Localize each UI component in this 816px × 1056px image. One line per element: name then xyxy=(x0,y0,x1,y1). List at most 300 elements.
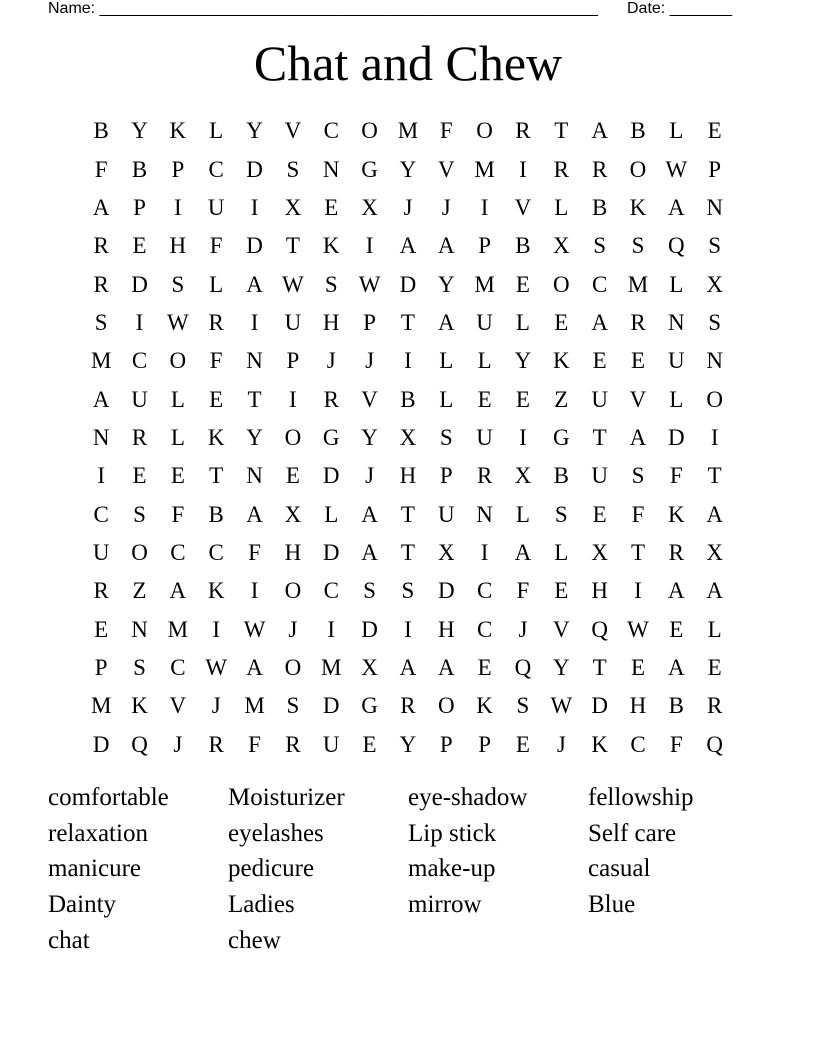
word-list-item: pedicure xyxy=(228,855,315,883)
word-list-item: eye-shadow xyxy=(408,784,528,811)
grid-letter: J xyxy=(556,731,566,757)
grid-letter: P xyxy=(478,731,491,757)
grid-letter: U xyxy=(322,731,340,757)
grid-letter: H xyxy=(169,233,187,259)
grid-letter: E xyxy=(515,386,530,412)
grid-row xyxy=(82,534,734,572)
word-list-item: casual xyxy=(588,855,651,883)
grid-letter: E xyxy=(669,616,684,642)
grid-letter: E xyxy=(94,616,109,642)
grid-letter: R xyxy=(323,386,339,412)
grid-letter: B xyxy=(553,463,569,489)
grid-letter: E xyxy=(515,731,530,757)
grid-letter: I xyxy=(519,156,527,182)
grid-letter: W xyxy=(627,616,649,642)
grid-letter: L xyxy=(477,348,492,374)
grid-letter: C xyxy=(323,118,339,144)
grid-letter: K xyxy=(591,731,608,757)
grid-letter: O xyxy=(437,693,455,719)
grid-letter: U xyxy=(591,386,608,412)
grid-letter: N xyxy=(246,463,263,489)
grid-letter: Y xyxy=(399,731,417,757)
grid-row xyxy=(82,610,734,648)
grid-letter: B xyxy=(131,156,148,182)
grid-row xyxy=(82,572,734,610)
grid-letter: L xyxy=(209,118,224,144)
grid-letter: I xyxy=(250,309,259,335)
grid-letter: N xyxy=(476,501,493,527)
grid-letter: S xyxy=(554,501,568,527)
grid-letter: O xyxy=(284,654,302,680)
grid-letter: U xyxy=(476,309,493,335)
word-list-item: manicure xyxy=(48,855,142,883)
grid-letter: K xyxy=(322,233,340,259)
grid-letter: E xyxy=(477,386,492,412)
grid-letter: D xyxy=(668,424,685,450)
grid-letter: G xyxy=(361,156,378,182)
grid-letter: K xyxy=(552,348,570,374)
grid-letter: S xyxy=(171,271,185,297)
word-list-item: chew xyxy=(228,926,281,954)
grid-letter: X xyxy=(552,233,570,259)
grid-letter: F xyxy=(516,578,530,604)
grid-letter: N xyxy=(246,348,263,374)
grid-letter: F xyxy=(669,731,683,757)
grid-letter: T xyxy=(400,501,415,527)
grid-letter: I xyxy=(519,424,527,450)
grid-letter: E xyxy=(515,271,530,297)
grid-letter: C xyxy=(93,501,109,527)
grid-letter: C xyxy=(630,731,646,757)
grid-letter: K xyxy=(668,501,685,527)
grid-letter: C xyxy=(208,156,224,182)
grid-letter: Z xyxy=(132,578,147,604)
grid-letter: I xyxy=(365,233,374,259)
grid-letter: E xyxy=(132,463,147,489)
grid-letter: J xyxy=(365,463,375,489)
grid-letter: R xyxy=(630,309,646,335)
word-list-item: comfortable xyxy=(48,784,169,811)
grid-letter: S xyxy=(439,424,453,450)
grid-letter: I xyxy=(404,348,412,374)
grid-letter: J xyxy=(326,348,336,374)
grid-letter: P xyxy=(478,233,491,259)
grid-letter: U xyxy=(207,194,225,220)
grid-letter: N xyxy=(322,156,340,182)
grid-letter: S xyxy=(133,654,146,680)
grid-letter: P xyxy=(439,731,453,757)
grid-letter: X xyxy=(437,539,455,565)
grid-letter: E xyxy=(170,463,185,489)
grid-letter: R xyxy=(553,156,569,182)
grid-letter: X xyxy=(706,539,723,565)
grid-letter: L xyxy=(554,539,569,565)
grid-letter: B xyxy=(668,693,684,719)
grid-letter: T xyxy=(285,233,300,259)
grid-letter: Y xyxy=(246,424,263,450)
word-list-item: fellowship xyxy=(588,784,694,811)
grid-letter: I xyxy=(480,539,489,565)
grid-letter: X xyxy=(706,271,723,297)
grid-letter: X xyxy=(361,654,378,680)
grid-letter: A xyxy=(246,501,263,527)
grid-letter: P xyxy=(171,156,185,182)
grid-letter: H xyxy=(591,578,608,604)
grid-letter: W xyxy=(665,156,688,182)
grid-letter: Q xyxy=(514,654,532,680)
grid-letter: G xyxy=(322,424,340,450)
grid-letter: L xyxy=(707,616,722,642)
page-title: Chat and Chew xyxy=(253,35,563,91)
grid-letter: I xyxy=(250,194,259,220)
grid-letter: K xyxy=(207,424,225,450)
grid-letter: F xyxy=(209,348,223,374)
grid-letter: R xyxy=(515,118,531,144)
word-list-item: Lip stick xyxy=(408,819,497,847)
grid-letter: Y xyxy=(361,424,378,450)
grid-letter: Q xyxy=(668,233,685,259)
grid-letter: E xyxy=(324,194,339,220)
grid-letter: U xyxy=(92,539,110,565)
worksheet-header xyxy=(48,0,748,20)
grid-letter: B xyxy=(591,194,608,220)
word-list-item: Ladies xyxy=(228,891,295,919)
letter-grid xyxy=(82,112,734,764)
grid-letter: S xyxy=(708,309,722,335)
grid-letter: S xyxy=(631,463,645,489)
word-list-item: chat xyxy=(48,926,90,954)
grid-row xyxy=(82,227,734,265)
grid-letter: B xyxy=(515,233,531,259)
grid-letter: N xyxy=(92,424,110,450)
grid-letter: M xyxy=(474,156,495,182)
grid-letter: I xyxy=(327,616,336,642)
grid-letter: L xyxy=(669,271,684,297)
grid-letter: E xyxy=(707,654,722,680)
grid-row xyxy=(82,457,734,495)
grid-letter: P xyxy=(286,348,300,374)
grid-letter: U xyxy=(668,348,685,374)
grid-letter: T xyxy=(209,463,224,489)
grid-letter: O xyxy=(629,156,647,182)
grid-letter: V xyxy=(437,156,455,182)
name-field-label: Name: ________________________________________________________ xyxy=(48,0,598,17)
grid-letter: D xyxy=(361,616,378,642)
grid-letter: U xyxy=(284,309,302,335)
grid-letter: R xyxy=(400,693,416,719)
grid-letter: D xyxy=(322,539,340,565)
grid-letter: E xyxy=(477,654,492,680)
grid-letter: F xyxy=(631,501,645,527)
grid-letter: J xyxy=(403,194,413,220)
grid-letter: A xyxy=(514,539,532,565)
grid-letter: A xyxy=(361,539,378,565)
grid-letter: T xyxy=(247,386,262,412)
grid-letter: O xyxy=(552,271,570,297)
grid-letter: O xyxy=(169,348,187,374)
grid-letter: O xyxy=(476,118,493,144)
grid-letter: M xyxy=(244,693,265,719)
grid-letter: C xyxy=(591,271,608,297)
grid-letter: A xyxy=(437,309,455,335)
grid-letter: L xyxy=(669,118,684,144)
grid-letter: V xyxy=(552,616,570,642)
grid-letter: L xyxy=(515,501,530,527)
grid-letter: C xyxy=(131,348,148,374)
grid-letter: S xyxy=(133,501,146,527)
grid-letter: E xyxy=(132,233,147,259)
grid-letter: G xyxy=(552,424,570,450)
grid-letter: M xyxy=(397,118,419,144)
grid-letter: I xyxy=(480,194,489,220)
grid-letter: F xyxy=(669,463,683,489)
grid-letter: C xyxy=(476,578,493,604)
grid-letter: I xyxy=(250,578,259,604)
word-list-item: Self care xyxy=(588,819,677,847)
grid-letter: A xyxy=(591,309,608,335)
grid-letter: A xyxy=(668,578,685,604)
grid-letter: M xyxy=(90,693,112,719)
grid-row xyxy=(82,380,734,418)
grid-letter: K xyxy=(476,693,493,719)
grid-letter: A xyxy=(246,271,263,297)
grid-letter: A xyxy=(437,654,455,680)
grid-letter: A xyxy=(92,386,110,412)
grid-letter: J xyxy=(441,194,451,220)
grid-letter: W xyxy=(550,693,573,719)
grid-letter: H xyxy=(284,539,302,565)
grid-letter: A xyxy=(437,233,455,259)
grid-letter: S xyxy=(324,271,338,297)
grid-letter: R xyxy=(208,309,224,335)
grid-row xyxy=(82,649,734,687)
grid-letter: G xyxy=(361,693,378,719)
grid-letter: S xyxy=(401,578,415,604)
grid-letter: I xyxy=(404,616,412,642)
grid-letter: L xyxy=(439,348,454,374)
grid-letter: U xyxy=(131,386,148,412)
grid-letter: R xyxy=(668,539,684,565)
grid-letter: V xyxy=(169,693,187,719)
grid-letter: D xyxy=(322,463,340,489)
grid-letter: Y xyxy=(514,348,532,374)
grid-letter: Y xyxy=(437,271,455,297)
grid-letter: P xyxy=(133,194,146,220)
grid-letter: E xyxy=(209,386,224,412)
grid-letter: L xyxy=(439,386,454,412)
grid-letter: O xyxy=(284,578,302,604)
grid-letter: U xyxy=(437,501,455,527)
grid-letter: Q xyxy=(591,616,608,642)
grid-letter: A xyxy=(246,654,263,680)
grid-letter: T xyxy=(400,539,415,565)
grid-letter: F xyxy=(94,156,108,182)
grid-letter: L xyxy=(554,194,569,220)
grid-letter: D xyxy=(399,271,417,297)
grid-letter: P xyxy=(363,309,376,335)
grid-letter: X xyxy=(284,501,302,527)
grid-letter: N xyxy=(668,309,685,335)
grid-letter: R xyxy=(285,731,301,757)
grid-letter: I xyxy=(634,578,642,604)
grid-letter: D xyxy=(131,271,148,297)
grid-letter: A xyxy=(668,654,685,680)
grid-letter: T xyxy=(707,463,722,489)
grid-letter: E xyxy=(554,578,569,604)
grid-letter: K xyxy=(131,693,148,719)
grid-letter: A xyxy=(361,501,378,527)
grid-row xyxy=(82,150,734,188)
grid-letter: I xyxy=(174,194,182,220)
grid-letter: A xyxy=(668,194,685,220)
grid-letter: F xyxy=(248,539,261,565)
grid-letter: F xyxy=(209,233,223,259)
grid-letter: T xyxy=(592,424,607,450)
grid-row xyxy=(82,342,734,380)
grid-letter: Q xyxy=(131,731,148,757)
grid-letter: C xyxy=(170,654,186,680)
grid-letter: R xyxy=(707,693,723,719)
grid-letter: X xyxy=(284,194,302,220)
grid-letter: L xyxy=(324,501,339,527)
grid-letter: C xyxy=(323,578,339,604)
grid-row xyxy=(82,419,734,457)
grid-letter: R xyxy=(93,271,109,297)
grid-row xyxy=(82,265,734,303)
grid-letter: O xyxy=(284,424,302,450)
grid-letter: I xyxy=(212,616,221,642)
grid-letter: I xyxy=(710,424,719,450)
grid-letter: E xyxy=(630,654,646,680)
grid-letter: E xyxy=(592,501,607,527)
grid-letter: R xyxy=(208,731,224,757)
grid-letter: J xyxy=(211,693,221,719)
grid-letter: W xyxy=(243,616,266,642)
grid-letter: A xyxy=(591,118,608,144)
grid-letter: C xyxy=(476,616,493,642)
grid-letter: H xyxy=(629,693,647,719)
grid-letter: T xyxy=(554,118,569,144)
grid-letter: Y xyxy=(399,156,417,182)
word-list-item: mirrow xyxy=(408,891,482,919)
grid-letter: X xyxy=(591,539,608,565)
grid-letter: S xyxy=(593,233,607,259)
grid-letter: D xyxy=(246,156,263,182)
grid-letter: P xyxy=(439,463,453,489)
word-list-item: relaxation xyxy=(48,819,148,847)
grid-row xyxy=(82,189,734,227)
grid-letter: F xyxy=(439,118,453,144)
grid-letter: P xyxy=(94,654,108,680)
grid-letter: E xyxy=(707,118,722,144)
grid-letter: B xyxy=(400,386,416,412)
grid-letter: B xyxy=(630,118,646,144)
grid-letter: L xyxy=(170,386,185,412)
word-list-item: Blue xyxy=(588,891,636,919)
grid-letter: Y xyxy=(131,118,148,144)
grid-letter: J xyxy=(518,616,528,642)
grid-letter: V xyxy=(361,386,378,412)
grid-letter: T xyxy=(592,654,607,680)
grid-letter: F xyxy=(171,501,185,527)
grid-letter: E xyxy=(362,731,377,757)
grid-letter: S xyxy=(94,309,108,335)
grid-letter: S xyxy=(363,578,376,604)
grid-letter: D xyxy=(246,233,263,259)
grid-letter: P xyxy=(708,156,722,182)
grid-letter: W xyxy=(205,654,228,680)
grid-letter: R xyxy=(476,463,493,489)
grid-letter: N xyxy=(706,194,723,220)
grid-letter: A xyxy=(706,501,723,527)
grid-letter: W xyxy=(167,309,189,335)
date-field-label: Date: _______ xyxy=(627,0,732,17)
grid-letter: V xyxy=(284,118,302,144)
grid-letter: E xyxy=(285,463,300,489)
grid-letter: N xyxy=(131,616,148,642)
grid-row xyxy=(82,687,734,725)
grid-letter: K xyxy=(629,194,647,220)
grid-letter: Z xyxy=(554,386,569,412)
grid-letter: V xyxy=(629,386,647,412)
grid-letter: X xyxy=(514,463,532,489)
grid-letter: U xyxy=(591,463,608,489)
grid-letter: A xyxy=(399,233,417,259)
grid-letter: D xyxy=(591,693,608,719)
grid-letter: W xyxy=(358,271,381,297)
grid-letter: M xyxy=(321,654,342,680)
grid-letter: B xyxy=(93,118,109,144)
grid-row xyxy=(82,304,734,342)
grid-letter: U xyxy=(476,424,493,450)
grid-letter: X xyxy=(399,424,417,450)
word-list xyxy=(48,780,768,958)
grid-letter: A xyxy=(92,194,110,220)
grid-letter: J xyxy=(288,616,298,642)
grid-letter: S xyxy=(708,233,722,259)
grid-letter: A xyxy=(169,578,187,604)
word-list-item: Dainty xyxy=(48,891,117,919)
grid-letter: S xyxy=(286,156,300,182)
grid-row xyxy=(82,726,734,764)
grid-letter: K xyxy=(169,118,187,144)
grid-letter: A xyxy=(629,424,647,450)
grid-letter: E xyxy=(592,348,607,374)
grid-letter: C xyxy=(208,539,224,565)
grid-letter: K xyxy=(207,578,225,604)
word-list-item: eyelashes xyxy=(228,819,324,847)
grid-letter: R xyxy=(93,233,109,259)
grid-letter: A xyxy=(706,578,723,604)
grid-letter: J xyxy=(365,348,375,374)
grid-letter: R xyxy=(131,424,148,450)
grid-letter: Q xyxy=(706,731,723,757)
grid-letter: I xyxy=(289,386,297,412)
grid-letter: B xyxy=(208,501,224,527)
grid-letter: L xyxy=(669,386,684,412)
grid-letter: S xyxy=(516,693,530,719)
grid-letter: M xyxy=(167,616,189,642)
grid-letter: O xyxy=(131,539,148,565)
grid-letter: T xyxy=(400,309,415,335)
grid-letter: E xyxy=(630,348,646,374)
grid-letter: J xyxy=(173,731,183,757)
grid-letter: F xyxy=(248,731,261,757)
grid-letter: A xyxy=(399,654,417,680)
word-list-item: make-up xyxy=(408,855,496,883)
grid-letter: L xyxy=(209,271,224,297)
grid-row xyxy=(82,495,734,533)
